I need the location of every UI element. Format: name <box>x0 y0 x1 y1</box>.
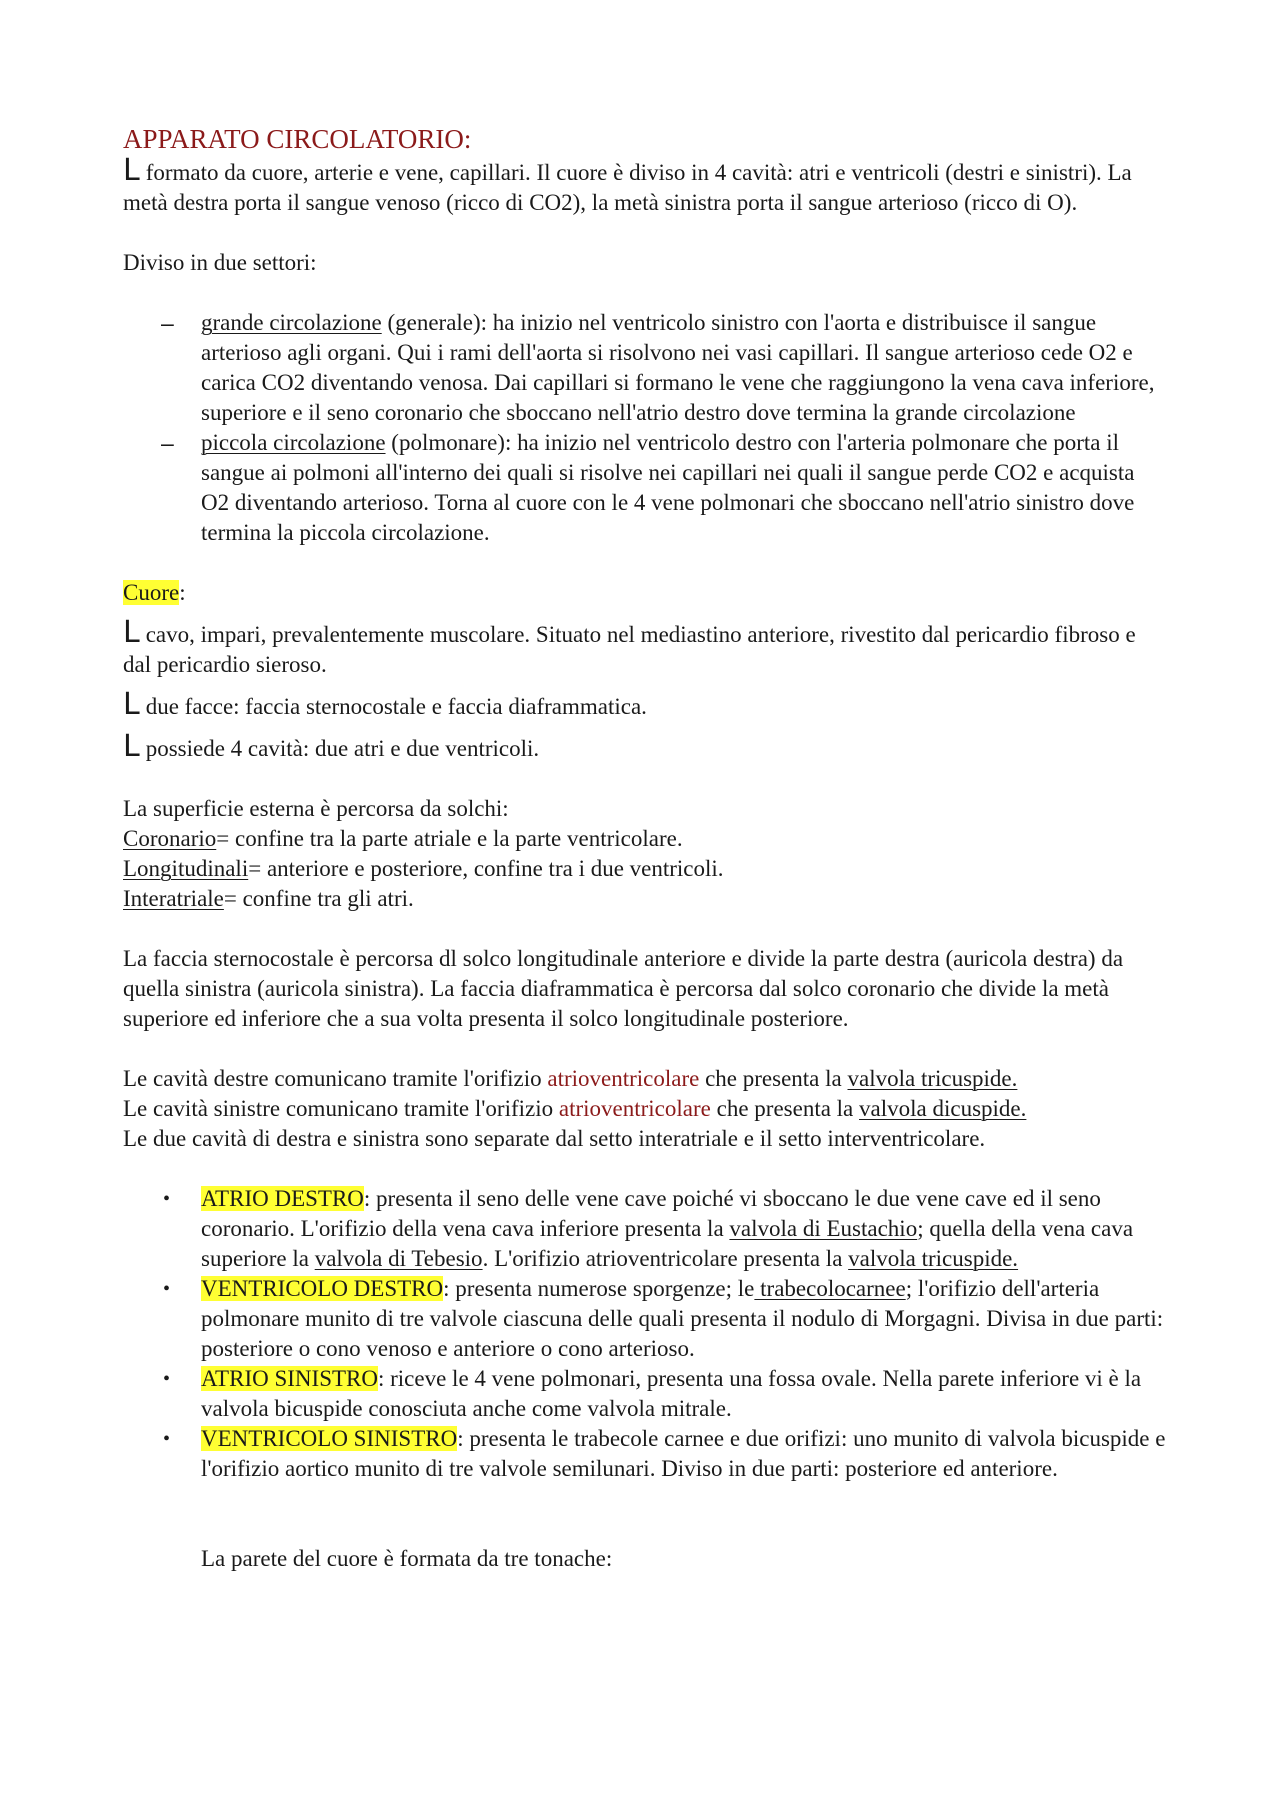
list-item: – piccola circolazione (polmonare): ha inizio nel ventricolo destro con l'arteria polmonare che porta il sangue ai polmoni all'interno dei quali si risolve nei capillari nei quali il sangue perde CO2 e acquista O2 diventando arterioso. Torna al cuore con le 4 vene polmonari che sboccano nell'atrio sinistro dove termina la piccola circolazione. <box>161 430 1135 545</box>
wall-paragraph: La parete del cuore è formata da tre tonache: <box>201 1546 613 1571</box>
bullet-icon: • <box>163 1428 171 1450</box>
grooves-intro: La superficie esterna è percorsa da solchi: <box>123 796 509 821</box>
groove-item: Coronario= confine tra la parte atriale e la parte ventricolare. <box>123 826 683 851</box>
intro-paragraph: L formato da cuore, arterie e vene, capillari. Il cuore è diviso in 4 cavità: atri e ventricoli (destri e sinistri). La metà destra porta il sangue venoso (ricco di CO2), la metà sinistra porta il sangue arterioso (ricco di O). <box>123 153 1132 215</box>
sectors-list <box>123 308 1168 548</box>
dash-icon: – <box>161 430 174 456</box>
bullet-icon: • <box>163 1278 171 1300</box>
heart-fact: L possiede 4 cavità: due atri e due ventricoli. <box>123 729 540 764</box>
sector-term: grande circolazione <box>201 310 382 335</box>
bullet-icon: • <box>163 1188 171 1210</box>
heart-heading-highlight: Cuore <box>123 580 180 605</box>
groove-item: Longitudinali= anteriore e posteriore, confine tra i due ventricoli. <box>123 856 724 881</box>
heart-heading: Cuore: <box>123 580 186 605</box>
list-item: – grande circolazione (generale): ha inizio nel ventricolo sinistro con l'aorta e distribuisce il sangue arterioso agli organi. Qui i rami dell'aorta si risolvono nei vasi capillari. Il sangue arterioso cede O2 e carica CO2 diventando venosa. Dai capillari si formano le vene che raggiungono la vena cava inferiore, superiore e il seno coronario che sboccano nell'atrio destro dove termina la grande circolazione <box>161 310 1155 425</box>
list-item: • VENTRICOLO DESTRO: presenta numerose sporgenze; le trabecolocarnee; l'orifizio dell'arteria polmonare munito di tre valvole ciascuna delle quali presenta il nodulo di Morgagni. Divisa in due parti: posteriore o cono venoso e anteriore o cono arterioso. <box>163 1276 1164 1361</box>
list-item: • ATRIO SINISTRO: riceve le 4 vene polmonari, presenta una fossa ovale. Nella parete inferiore vi è la valvola bicuspide conosciuta anche come valvola mitrale. <box>163 1366 1142 1421</box>
chamber-name: ATRIO SINISTRO <box>201 1366 378 1391</box>
chambers-list <box>123 1184 1168 1484</box>
list-item: • VENTRICOLO SINISTRO: presenta le trabecole carnee e due orifizi: uno munito di valvola bicuspide e l'orifizio aortico munito di tre valvole semilunari. Diviso in due parti: posteriore ed anteriore. <box>163 1426 1166 1481</box>
list-item: • ATRIO DESTRO: presenta il seno delle vene cave poiché vi sboccano le due vene cave ed il seno coronario. L'orifizio della vena cava inferiore presenta la valvola di Eustachio; quella della vena cava superiore la valvola di Tebesio. L'orifizio atrioventricolare presenta la valvola tricuspide. <box>163 1186 1134 1271</box>
dash-icon: – <box>161 310 174 336</box>
chamber-name: ATRIO DESTRO <box>201 1186 364 1211</box>
heart-fact: L cavo, impari, prevalentemente muscolare. Situato nel mediastino anteriore, rivestito dal pericardio fibroso e dal pericardio sieroso. <box>123 615 1136 677</box>
l-mark-icon: L <box>123 153 140 188</box>
heart-fact: L due facce: faccia sternocostale e faccia diaframmatica. <box>123 687 647 722</box>
faces-paragraph: La faccia sternocostale è percorsa dl solco longitudinale anteriore e divide la parte destra (auricola destra) da quella sinistra (auricola sinistra). La faccia diaframmatica è percorsa dal solco coronario che divide la metà superiore ed inferiore che a sua volta presenta il solco longitudinale posteriore. <box>123 946 1124 1031</box>
separation-line: Le due cavità di destra e sinistra sono separate dal setto interatriale e il setto interventricolare. <box>123 1126 986 1151</box>
l-mark-icon: L <box>123 687 140 722</box>
page-title: APPARATO CIRCOLATORIO: <box>123 124 472 154</box>
sector-term: piccola circolazione <box>201 430 386 455</box>
sectors-heading: Diviso in due settori: <box>123 250 317 275</box>
l-mark-icon: L <box>123 615 140 650</box>
groove-item: Interatriale= confine tra gli atri. <box>123 886 414 911</box>
document-body <box>123 122 1168 1574</box>
chamber-name: VENTRICOLO SINISTRO <box>201 1426 458 1451</box>
chamber-name: VENTRICOLO DESTRO <box>201 1276 444 1301</box>
right-cavities-line: Le cavità destre comunicano tramite l'orifizio atrioventricolare che presenta la valvola tricuspide. <box>123 1066 1018 1091</box>
left-cavities-line: Le cavità sinistre comunicano tramite l'orifizio atrioventricolare che presenta la valvola dicuspide. <box>123 1096 1027 1121</box>
bullet-icon: • <box>163 1368 171 1390</box>
l-mark-icon: L <box>123 729 140 764</box>
